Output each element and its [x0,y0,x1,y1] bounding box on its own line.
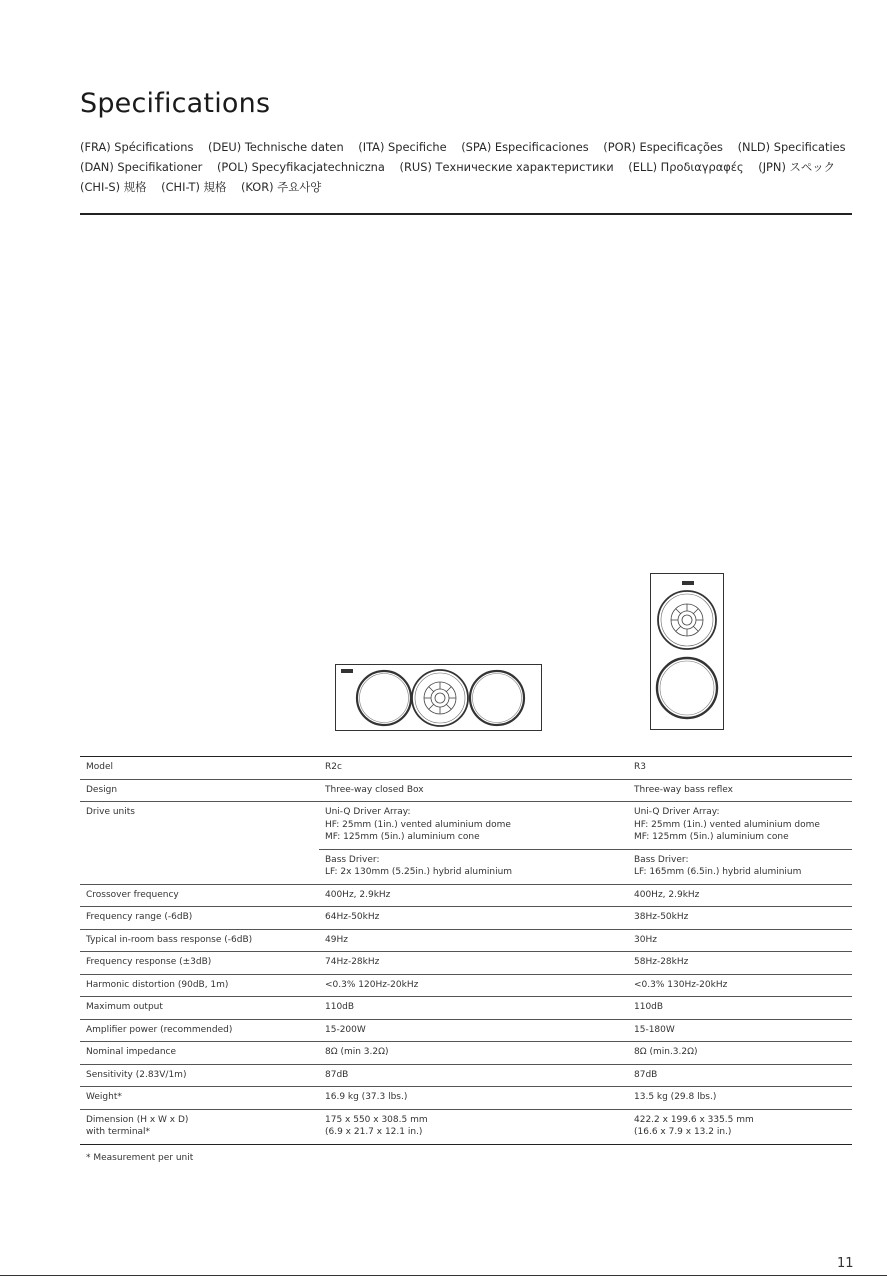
language-label: (CHI-T) 規格 [161,180,227,194]
r2c-value: Three-way closed Box [319,779,628,802]
table-row [80,929,852,952]
title-divider [80,213,852,215]
r2c-value: 16.9 kg (37.3 lbs.) [319,1087,628,1110]
table-row [80,757,852,780]
language-label: (DAN) Specifikationer [80,160,203,174]
r3-value [628,802,852,850]
row-label: Crossover frequency [80,884,319,907]
table-row [80,802,852,850]
language-label: (JPN) スペック [758,160,836,174]
table-row [80,952,852,975]
r2c-speaker-illustration [335,664,542,731]
page-bottom-rule [0,1275,887,1276]
r2c-value: 64Hz-50kHz [319,907,628,930]
language-label: (SPA) Especificaciones [461,140,589,154]
r3-value: 58Hz-28kHz [628,952,852,975]
r3-value: 8Ω (min.3.2Ω) [628,1042,852,1065]
r2c-value: 15-200W [319,1019,628,1042]
spec-line: (6.9 x 21.7 x 12.1 in.) [325,1127,423,1137]
r2c-drivers-drawing [336,665,541,730]
spec-line: 175 x 550 x 308.5 mm [325,1114,428,1125]
row-label: Design [80,779,319,802]
table-row [80,1042,852,1065]
table-row [80,1064,852,1087]
row-label: Sensitivity (2.83V/1m) [80,1064,319,1087]
spec-line: Bass Driver: [325,854,380,865]
row-label: Weight* [80,1087,319,1110]
page-number: 11 [837,1256,854,1271]
table-row [80,1109,852,1144]
spec-line: MF: 125mm (5in.) aluminium cone [634,832,789,842]
row-label: Model [80,757,319,780]
spec-line: LF: 165mm (6.5in.) hybrid aluminium [634,867,802,877]
spec-line: 422.2 x 199.6 x 335.5 mm [634,1114,754,1125]
language-label: (ELL) Προδιαγραφές [628,160,744,174]
r2c-value [319,1109,628,1144]
table-row [80,884,852,907]
r2c-value: 8Ω (min 3.2Ω) [319,1042,628,1065]
r2c-value [319,802,628,850]
r3-value: 30Hz [628,929,852,952]
r3-value: 15-180W [628,1019,852,1042]
r3-value: R3 [628,757,852,780]
language-label: (POR) Especificações [603,140,723,154]
spec-line: Uni-Q Driver Array: [634,807,720,817]
language-label: (ITA) Specifiche [358,140,447,154]
language-label: (RUS) Технические характеристики [399,160,614,174]
r2c-value: <0.3% 120Hz-20kHz [319,974,628,997]
row-label: Nominal impedance [80,1042,319,1065]
row-label: Drive units [80,802,319,885]
row-label: Amplifier power (recommended) [80,1019,319,1042]
r3-value: 400Hz, 2.9kHz [628,884,852,907]
table-row [80,907,852,930]
specifications-table [80,756,852,1145]
spec-line: Bass Driver: [634,854,689,865]
table-row [80,997,852,1020]
r2c-value: 74Hz-28kHz [319,952,628,975]
language-label: (POL) Specyfikacjatechniczna [216,160,385,174]
r2c-value: 49Hz [319,929,628,952]
r2c-value: 87dB [319,1064,628,1087]
row-label: Frequency range (-6dB) [80,907,319,930]
r3-value: 38Hz-50kHz [628,907,852,930]
r2c-value [319,849,628,884]
spec-line: MF: 125mm (5in.) aluminium cone [325,832,480,842]
r3-value [628,1109,852,1144]
r2c-value: R2c [319,757,628,780]
table-row [80,1019,852,1042]
language-list [80,137,870,197]
r3-value: 13.5 kg (29.8 lbs.) [628,1087,852,1110]
table-row [80,779,852,802]
page-title: Specifications [80,88,271,119]
spec-line: HF: 25mm (1in.) vented aluminium dome [325,819,511,830]
table-row [80,974,852,997]
spec-line: with terminal* [86,1127,151,1137]
table-row [80,1087,852,1110]
row-label: Frequency response (±3dB) [80,952,319,975]
row-label [80,1109,319,1144]
r2c-value: 400Hz, 2.9kHz [319,884,628,907]
r3-value: 87dB [628,1064,852,1087]
r3-value: 110dB [628,997,852,1020]
spec-line: HF: 25mm (1in.) vented aluminium dome [634,819,820,830]
r3-value: Three-way bass reflex [628,779,852,802]
row-label: Harmonic distortion (90dB, 1m) [80,974,319,997]
r3-value: <0.3% 130Hz-20kHz [628,974,852,997]
language-label: (CHI-S) 规格 [80,180,147,194]
footnote: * Measurement per unit [86,1153,194,1163]
language-label: (DEU) Technische daten [208,140,344,154]
r3-drivers-drawing [651,574,723,729]
row-label: Maximum output [80,997,319,1020]
language-label: (KOR) 주요사양 [240,180,322,194]
spec-line: (16.6 x 7.9 x 13.2 in.) [634,1127,732,1137]
spec-line: Dimension (H x W x D) [86,1114,189,1125]
spec-line: Uni-Q Driver Array: [325,807,411,817]
language-label: (NLD) Specificaties [737,140,846,154]
r3-speaker-illustration [650,573,724,730]
r2c-value: 110dB [319,997,628,1020]
spec-line: LF: 2x 130mm (5.25in.) hybrid aluminium [325,867,513,877]
language-label: (FRA) Spécifications [80,140,194,154]
row-label: Typical in-room bass response (-6dB) [80,929,319,952]
r3-value [628,849,852,884]
